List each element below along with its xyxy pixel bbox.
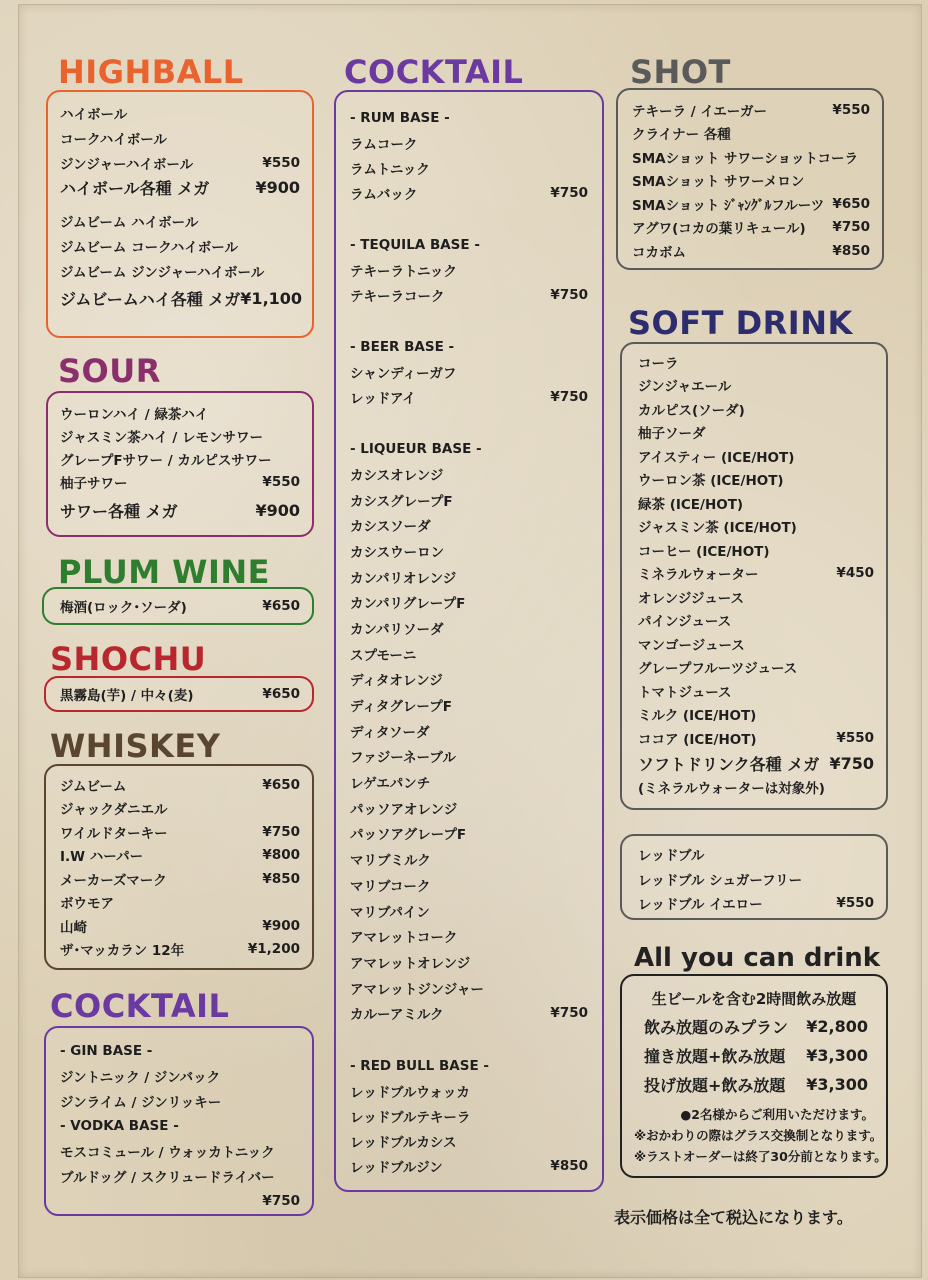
vodka-base-heading: - VODKA BASE - — [60, 1117, 179, 1134]
item-name: マリブパイン — [350, 904, 430, 921]
menu-item — [638, 867, 874, 892]
item-name: レッドブル シュガーフリー — [638, 872, 803, 889]
item-name: 山崎 — [60, 919, 87, 936]
menu-item — [638, 842, 874, 867]
item-name: アグワ(コカの葉リキュール) — [632, 221, 806, 238]
item-name: ジャスミン茶 (ICE/HOT) — [638, 520, 797, 537]
item-name: ハイボール各種 メガ — [60, 179, 210, 198]
item-name: カルーアミルク — [350, 1007, 444, 1024]
beer-base-heading: - BEER BASE - — [350, 338, 455, 355]
item-name: マリブミルク — [350, 853, 431, 870]
item-name: カンパリグレープF — [350, 596, 466, 613]
menu-item — [60, 1063, 300, 1088]
menu-item — [638, 679, 874, 703]
menu-item — [638, 374, 874, 398]
note-line: ●2名様からご利用いただけます。 — [680, 1107, 874, 1122]
item-price: ¥3,300 — [806, 1075, 868, 1094]
item-name: ラムトニック — [350, 161, 430, 178]
item-name: マンゴージュース — [638, 637, 745, 654]
item-name: コークハイボール — [60, 131, 167, 148]
menu-item — [350, 975, 588, 1001]
item-name: 撞き放題+飲み放題 — [644, 1047, 786, 1066]
item-name: カシスソーダ — [350, 519, 431, 536]
menu-item — [60, 424, 300, 447]
item-price: ¥1,200 — [247, 941, 300, 958]
notes-list — [634, 1105, 887, 1168]
item-name: SMAショット サワーメロン — [632, 174, 805, 191]
item-name: アマレットオレンジ — [350, 955, 471, 972]
menu-item — [350, 846, 588, 872]
item-price: ¥650 — [832, 195, 870, 212]
item-name: ジムビーム ジンジャーハイボール — [60, 264, 265, 281]
all-you-can-drink-box — [620, 974, 888, 1178]
menu-item — [638, 726, 874, 750]
menu-item — [60, 125, 300, 150]
item-price: ¥900 — [262, 917, 300, 934]
menu-item — [350, 180, 588, 205]
item-price: ¥750 — [262, 823, 300, 840]
item-name: 飲み放題のみプラン — [644, 1018, 789, 1037]
item-price: ¥1,100 — [240, 288, 303, 308]
redbull-cocktail-list — [350, 1078, 588, 1178]
item-price: ¥650 — [262, 597, 300, 614]
item-name: テキーラ / イエーガー — [632, 103, 768, 120]
menu-item — [350, 359, 588, 384]
sour-box — [46, 391, 314, 537]
sour-title: SOUR — [58, 352, 161, 390]
item-name: コカボム — [632, 244, 686, 261]
item-name: レッドブルカシス — [350, 1134, 457, 1151]
item-name: カンパリオレンジ — [350, 570, 457, 587]
item-name: カンパリソーダ — [350, 621, 444, 638]
shochu-title: SHOCHU — [50, 640, 207, 678]
item-name: 柚子サワー — [60, 475, 128, 492]
menu-item — [638, 562, 874, 586]
item-name: ブルドッグ / スクリュードライバー — [60, 1169, 275, 1186]
item-name: ジンライム / ジンリッキー — [60, 1094, 222, 1111]
item-price: ¥3,300 — [806, 1046, 868, 1065]
whiskey-box — [44, 764, 314, 970]
item-name: カシスグレープF — [350, 493, 453, 510]
menu-item — [638, 703, 874, 727]
item-name: ウーロンハイ / 緑茶ハイ — [60, 406, 209, 423]
menu-item — [60, 258, 300, 283]
menu-item — [350, 744, 588, 770]
item-name: クライナー 各種 — [632, 127, 731, 144]
item-price: ¥750 — [550, 184, 588, 201]
item-name: レッドブル イエロー — [638, 897, 763, 914]
item-name: ディタソーダ — [350, 724, 430, 741]
item-name: ミネラルウォーター — [638, 567, 759, 584]
menu-item — [632, 169, 870, 193]
menu-item — [350, 667, 588, 693]
menu-item — [632, 192, 870, 216]
menu-item — [350, 487, 588, 513]
shot-title: SHOT — [630, 53, 731, 91]
all-you-can-drink-title: All you can drink — [634, 943, 881, 973]
menu-item — [350, 384, 588, 409]
menu-item — [350, 1153, 588, 1178]
note-line: ※ラストオーダーは終了30分前となります。 — [634, 1149, 887, 1164]
item-price: ¥2,800 — [806, 1017, 868, 1036]
menu-item — [60, 773, 300, 797]
menu-item — [60, 1188, 300, 1213]
item-price: ¥750 — [262, 1192, 300, 1209]
item-price: ¥750 — [550, 1005, 588, 1022]
item-name: 黒霧島(芋) / 中々(麦) — [60, 687, 194, 704]
item-name: グレープFサワー / カルピスサワー — [60, 452, 272, 469]
menu-item — [350, 923, 588, 949]
gin-base-heading: - GIN BASE - — [60, 1042, 153, 1059]
item-name: 緑茶 (ICE/HOT) — [638, 496, 744, 513]
item-price: ¥550 — [836, 895, 874, 912]
tequila-base-heading: - TEQUILA BASE - — [350, 236, 480, 253]
item-name: アマレットコーク — [350, 930, 458, 947]
item-name: ウーロン茶 (ICE/HOT) — [638, 473, 784, 490]
whiskey-title: WHISKEY — [50, 727, 221, 765]
plum-wine-box — [42, 587, 314, 625]
menu-item — [350, 692, 588, 718]
menu-item — [638, 444, 874, 468]
menu-item — [632, 145, 870, 169]
item-name: ココア (ICE/HOT) — [638, 731, 757, 748]
note-line: ※おかわりの際はグラス交換制となります。 — [634, 1128, 883, 1143]
item-name: ジムビーム コークハイボール — [60, 239, 239, 256]
menu-item — [60, 1088, 300, 1113]
item-name: レッドブルジン — [350, 1159, 443, 1176]
menu-item — [638, 515, 874, 539]
item-name: カシスウーロン — [350, 544, 445, 561]
item-price: ¥550 — [262, 473, 300, 490]
menu-item — [350, 130, 588, 155]
item-name: サワー各種 メガ — [60, 501, 178, 521]
highball-title: HIGHBALL — [58, 53, 244, 91]
menu-item — [60, 1163, 300, 1188]
item-name: コーヒー (ICE/HOT) — [638, 543, 770, 560]
item-name: SMAショット サワーショットコーラ — [632, 150, 858, 167]
item-name: モスコミュール / ウォッカトニック — [60, 1144, 275, 1161]
item-name: ラムコーク — [350, 136, 418, 153]
item-name: ジャスミン茶ハイ / レモンサワー — [60, 429, 264, 446]
menu-item — [632, 239, 870, 263]
item-price: ¥650 — [262, 776, 300, 793]
cocktail-left-box — [44, 1026, 314, 1216]
item-name: トマトジュース — [638, 684, 732, 701]
item-name: ジントニック / ジンバック — [60, 1069, 221, 1086]
highball-box — [46, 90, 314, 338]
item-name: カシスオレンジ — [350, 467, 444, 484]
item-price: ¥750 — [550, 286, 588, 303]
menu-item — [60, 891, 300, 915]
menu-item — [60, 493, 300, 527]
item-name: ジャックダニエル — [60, 802, 168, 819]
menu-item — [60, 914, 300, 938]
menu-item — [350, 564, 588, 590]
item-name: ソフトドリンク各種 メガ — [638, 755, 820, 774]
item-name: グレープフルーツジュース — [638, 661, 798, 678]
item-name: ジンジャーハイボール — [60, 156, 194, 173]
cocktail-mid-box — [334, 90, 604, 1192]
menu-item — [638, 538, 874, 562]
item-name: レッドブル — [638, 848, 705, 865]
item-price: ¥900 — [255, 500, 300, 520]
item-name: ハイボール — [60, 106, 128, 123]
menu-item — [350, 949, 588, 975]
item-name: ファジーネーブル — [350, 750, 456, 767]
item-name: テキーラトニック — [350, 263, 457, 280]
item-price: ¥550 — [836, 729, 874, 746]
menu-item — [60, 233, 300, 258]
menu-item — [350, 1078, 588, 1103]
item-name: ワイルドターキー — [60, 825, 168, 842]
item-price: ¥800 — [262, 847, 300, 864]
menu-item — [350, 257, 588, 282]
item-price: ¥750 — [829, 754, 874, 773]
mega-note: (ミネラルウォーターは対象外) — [638, 780, 825, 797]
menu-item — [60, 938, 300, 962]
menu-item — [350, 615, 588, 641]
menu-item — [638, 421, 874, 445]
item-name: 投げ放題+飲み放題 — [644, 1076, 786, 1095]
menu-item — [638, 397, 874, 421]
menu-item — [60, 867, 300, 891]
item-name: ジムビームハイ各種 メガ — [60, 289, 241, 309]
menu-item — [60, 844, 300, 868]
menu-item — [350, 872, 588, 898]
menu-item — [350, 821, 588, 847]
item-name: ジンジャエール — [638, 379, 732, 396]
item-name: アマレットジンジャー — [350, 981, 484, 998]
item-name: SMAショット ｼﾞｬﾝｸﾞﾙフルーツ — [632, 197, 825, 214]
menu-item — [350, 641, 588, 667]
cocktail-left-title: COCKTAIL — [50, 987, 230, 1025]
menu-item — [350, 155, 588, 180]
menu-item — [60, 283, 303, 313]
item-name: スプモーニ — [350, 647, 417, 664]
menu-item — [638, 632, 874, 656]
item-name: ディタオレンジ — [350, 673, 443, 690]
item-price: ¥850 — [550, 1157, 588, 1174]
menu-item — [638, 491, 874, 515]
footer-note: 表示価格は全て税込になります。 — [614, 1208, 853, 1227]
item-price: ¥650 — [262, 685, 300, 702]
item-name: メーカーズマーク — [60, 872, 167, 889]
menu-item — [60, 447, 300, 470]
menu-item — [350, 589, 588, 615]
item-name: ジムビーム — [60, 778, 127, 795]
item-name: I.W ハーパー — [60, 849, 144, 866]
menu-item — [350, 718, 588, 744]
item-price: ¥750 — [550, 388, 588, 405]
menu-item — [638, 750, 874, 778]
menu-item — [60, 100, 300, 125]
menu-item — [350, 795, 588, 821]
menu-item — [60, 208, 300, 233]
plan-list — [634, 1012, 874, 1099]
menu-item — [60, 1138, 300, 1163]
item-name: パインジュース — [638, 614, 732, 631]
item-name: 柚子ソーダ — [638, 426, 706, 443]
menu-item — [60, 401, 300, 424]
menu-item — [350, 1000, 588, 1026]
item-name: パッソアグレープF — [350, 827, 467, 844]
redbull-box — [620, 834, 888, 920]
menu-item — [350, 1128, 588, 1153]
menu-item — [632, 98, 870, 122]
cocktail-mid-title: COCKTAIL — [344, 53, 524, 91]
item-name: ミルク (ICE/HOT) — [638, 708, 757, 725]
item-name: レッドブルウォッカ — [350, 1084, 470, 1101]
item-name: ザ･マッカラン 12年 — [60, 943, 185, 960]
menu-item — [350, 769, 588, 795]
item-price: ¥850 — [832, 242, 870, 259]
menu-item — [634, 1070, 874, 1099]
item-price: ¥550 — [262, 154, 300, 171]
item-name: マリブコーク — [350, 878, 431, 895]
item-name: カルピス(ソーダ) — [638, 402, 745, 419]
menu-item — [350, 461, 588, 487]
item-price: ¥550 — [832, 101, 870, 118]
menu-item — [60, 593, 300, 618]
item-name: オレンジジュース — [638, 590, 745, 607]
item-name: レッドブルテキーラ — [350, 1109, 471, 1126]
item-price: ¥850 — [262, 870, 300, 887]
shochu-box — [44, 676, 314, 712]
menu-item — [350, 538, 588, 564]
menu-item — [60, 175, 300, 200]
menu-item — [634, 1041, 874, 1070]
item-name: レゲエパンチ — [350, 776, 431, 793]
menu-item — [60, 681, 300, 706]
shot-box — [616, 88, 884, 270]
item-name: ディタグレープF — [350, 699, 452, 716]
menu-item — [638, 656, 874, 680]
menu-item — [60, 150, 300, 175]
soft-drink-box — [620, 342, 888, 810]
item-name: コーラ — [638, 355, 679, 372]
plum-wine-title: PLUM WINE — [58, 553, 271, 591]
liqueur-list — [350, 461, 588, 1026]
item-name: アイスティー (ICE/HOT) — [638, 449, 795, 466]
item-name: ボウモア — [60, 896, 114, 913]
menu-item — [632, 122, 870, 146]
menu-item — [638, 468, 874, 492]
menu-item — [638, 350, 874, 374]
item-name: レッドアイ — [350, 390, 416, 407]
item-name: テキーラコーク — [350, 288, 445, 305]
rum-base-heading: - RUM BASE - — [350, 109, 450, 126]
menu-item — [60, 470, 300, 493]
menu-item — [634, 1012, 874, 1041]
menu-item — [350, 512, 588, 538]
item-name: シャンディーガフ — [350, 365, 457, 382]
item-name: ジムビーム ハイボール — [60, 214, 199, 231]
item-price: ¥450 — [836, 565, 874, 582]
item-name: 梅酒(ロック･ソーダ) — [60, 599, 187, 616]
shot-list — [632, 98, 870, 263]
menu-item — [350, 1103, 588, 1128]
liqueur-base-heading: - LIQUEUR BASE - — [350, 440, 482, 457]
redbull-list — [638, 842, 874, 916]
item-name: ラムバック — [350, 186, 418, 203]
menu-item — [638, 891, 874, 916]
menu-item — [350, 282, 588, 307]
item-price: ¥750 — [832, 219, 870, 236]
item-price: ¥900 — [255, 178, 300, 197]
menu-item — [638, 609, 874, 633]
item-name: パッソアオレンジ — [350, 801, 458, 818]
menu-item — [638, 585, 874, 609]
soft-drink-list — [638, 350, 874, 750]
redbull-base-heading: - RED BULL BASE - — [350, 1057, 489, 1074]
menu-item — [350, 898, 588, 924]
soft-drink-title: SOFT DRINK — [628, 304, 853, 342]
menu-item — [632, 216, 870, 240]
menu-item — [60, 820, 300, 844]
nomihoudai-headline: 生ビールを含む2時間飲み放題 — [651, 990, 857, 1008]
menu-item — [60, 797, 300, 821]
